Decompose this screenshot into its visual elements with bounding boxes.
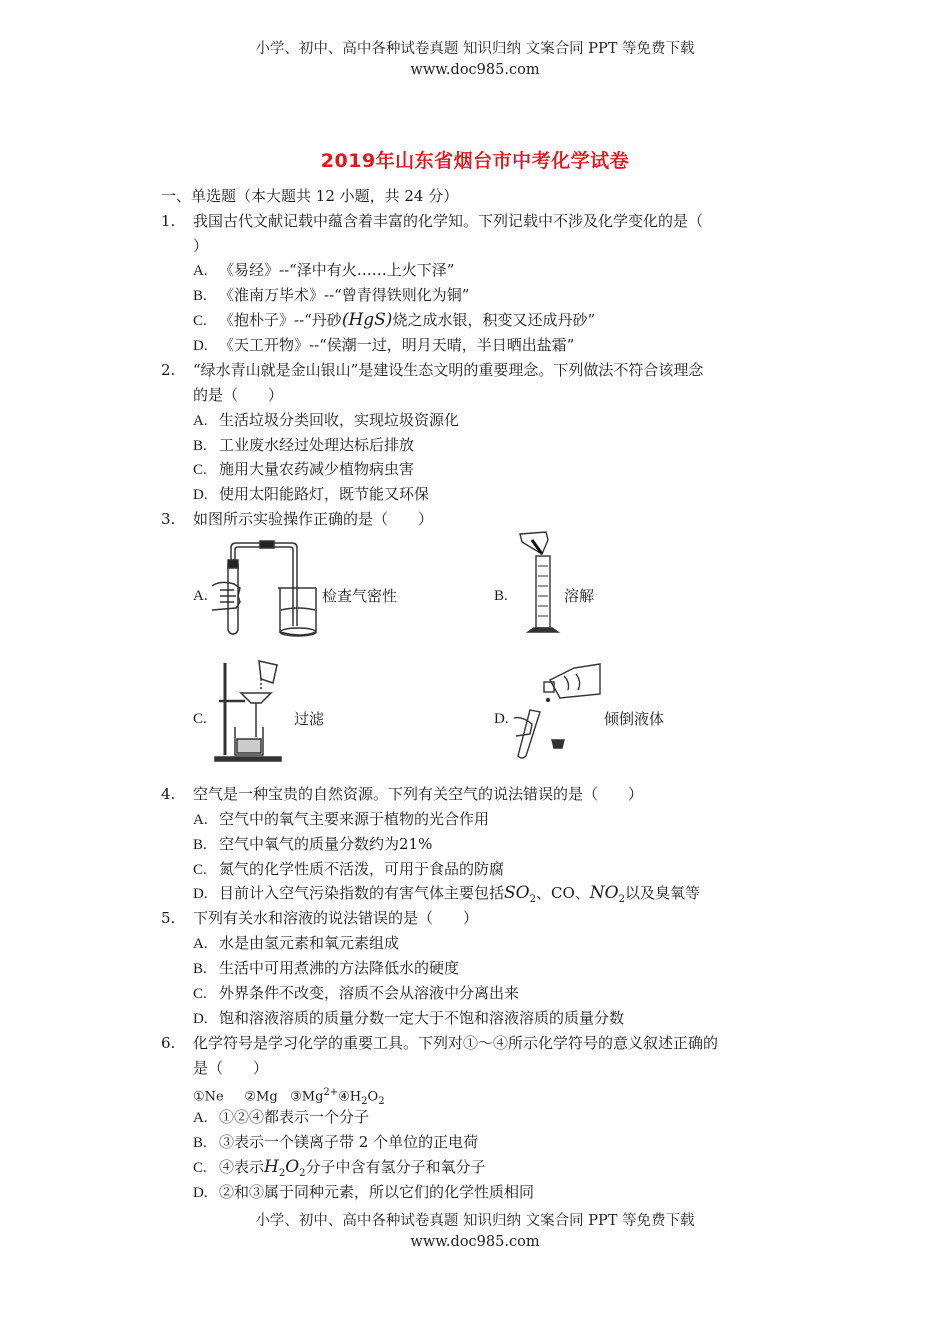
formula-o: O [285,1157,300,1177]
option-c[interactable] [193,982,519,1005]
header-promo-text: 小学、初中、高中各种试卷真题 知识归纳 文案合同 PPT 等免费下载 [255,41,695,57]
option-d[interactable] [193,483,429,506]
option-label: A. [193,263,208,279]
airtightness-check-apparatus-icon [212,538,322,638]
header-website-link[interactable]: www.doc985.com [410,62,540,78]
option-text-cont: 分子中含有氢分子和氧分子 [305,1158,486,1176]
option-label: D. [494,711,509,727]
symbol-2: ②Mg [244,1089,278,1105]
option-b[interactable] [193,284,469,307]
question-number: 6. [161,1034,176,1052]
option-a[interactable] [193,259,454,282]
option-text: 生活中可用煮沸的方法降低水的硬度 [219,959,460,977]
option-c[interactable] [193,458,414,481]
option-b[interactable] [193,434,414,457]
option-label: D. [193,338,208,354]
option-text: ②和③属于同种元素，所以它们的化学性质相同 [219,1183,535,1201]
footer-promo-text: 小学、初中、高中各种试卷真题 知识归纳 文案合同 PPT 等免费下载 [255,1213,695,1229]
option-label: C. [193,1160,207,1176]
subscript: 2 [278,1168,286,1179]
question-text: 下列有关水和溶液的说法错误的是（ ） [193,909,479,927]
subscript: 2 [361,1095,368,1107]
option-text: 使用太阳能路灯，既节能又环保 [219,485,430,503]
option-text: 饱和溶液溶质的质量分数一定大于不饱和溶液溶质的质量分数 [219,1009,625,1027]
option-text: 空气中氧气的质量分数约为21% [219,835,433,853]
option-text: ③表示一个镁离子带 2 个单位的正电荷 [219,1133,479,1151]
question-number: 5. [161,909,176,927]
superscript: 2+ [323,1087,339,1098]
symbol-4-mid: O [367,1089,379,1105]
question-number: 4. [161,785,176,803]
symbol-1: ①Ne [193,1089,224,1105]
option-d[interactable] [193,1007,624,1030]
option-label: A. [193,936,208,952]
option-caption: 过滤 [294,710,325,728]
page-footer [0,1211,950,1253]
formula-hgs: (HgS) [341,310,393,330]
option-label: C. [193,862,207,878]
option-label: B. [193,438,207,454]
option-d[interactable] [193,334,574,357]
formula-h: H [264,1157,279,1177]
option-text: 施用大量农药减少植物病虫害 [219,460,415,478]
option-label: B. [193,837,207,853]
formula-so2: SO [504,883,530,903]
footer-website-link[interactable]: www.doc985.com [410,1234,540,1250]
question-number: 2. [161,361,176,379]
option-label: B. [193,288,207,304]
option-caption: 检查气密性 [322,587,398,605]
graduated-cylinder-icon [518,532,560,636]
section-heading: 一、单选题（本大题共 12 小题，共 24 分） [161,187,459,205]
option-c[interactable] [193,309,595,332]
question-text: 空气是一种宝贵的自然资源。下列有关空气的说法错误的是（ ） [193,785,644,803]
page-header [0,39,950,81]
option-caption: 溶解 [564,587,595,605]
option-b[interactable] [193,833,432,856]
option-label: B. [193,1135,207,1151]
option-b[interactable] [193,1131,478,1154]
option-a[interactable] [193,808,489,831]
option-caption: 倾倒液体 [604,710,665,728]
option-a[interactable] [193,409,459,432]
option-text: 《易经》--“泽中有火……上火下泽” [219,261,455,279]
option-text: 水是由氢元素和氧元素组成 [219,934,400,952]
option-text: ①②④都表示一个分子 [219,1108,370,1126]
option-text-mid: 、CO、 [535,884,590,902]
question-text: “绿水青山就是金山银山”是建设生态文明的重要理念。下列做法不符合该理念 [193,361,704,379]
option-label: B. [193,961,207,977]
option-a[interactable] [193,1106,369,1129]
option-text: ④表示 [219,1158,265,1176]
filtration-apparatus-icon [215,657,285,763]
symbol-3: ③Mg [290,1089,324,1105]
option-label: A. [193,812,208,828]
option-text: 目前计入空气污染指数的有害气体主要包括 [219,884,505,902]
subscript: 2 [378,1095,385,1107]
option-label: D. [193,886,208,902]
question-text-cont: 的是（ ） [193,386,284,404]
option-text: 《淮南万毕术》--“曾青得铁则化为铜” [219,286,470,304]
question-text-cont: ） [193,237,209,255]
symbol-4: ④H [338,1089,362,1105]
question-text: 我国古代文献记载中蕴含着丰富的化学知。下列记载中不涉及化学变化的是（ [193,212,704,230]
option-text-cont: 以及臭氧等 [624,884,700,902]
formula-no2: NO [589,883,619,903]
question-text-cont: 是（ ） [193,1059,269,1077]
subscript: 2 [299,1168,306,1179]
option-b[interactable] [193,957,459,980]
option-c[interactable] [193,858,504,881]
option-text: 氮气的化学性质不活泼，可用于食品的防腐 [219,860,505,878]
pouring-liquid-icon [512,660,602,760]
question-text: 化学符号是学习化学的重要工具。下列对①～④所示化学符号的意义叙述正确的 [193,1034,719,1052]
option-label: D. [193,1185,208,1201]
option-label: C. [193,711,207,727]
question-text: 如图所示实验操作正确的是（ ） [193,510,434,528]
option-label: D. [193,487,208,503]
option-text: 《天工开物》--“侯潮一过，明月天晴，半日晒出盐霜” [219,336,575,354]
option-label: C. [193,462,207,478]
option-text: 空气中的氧气主要来源于植物的光合作用 [219,810,490,828]
question-number: 1. [161,212,176,230]
subscript: 2 [529,894,536,905]
option-text-cont: 烧之成水银，积变又还成丹砂” [392,311,596,329]
option-d[interactable] [193,1181,534,1204]
option-a[interactable] [193,932,399,955]
option-label: A. [193,588,208,604]
subscript: 2 [618,894,625,905]
option-label: A. [193,1110,208,1126]
option-text: 生活垃圾分类回收，实现垃圾资源化 [219,411,460,429]
option-text: 外界条件不改变，溶质不会从溶液中分离出来 [219,984,520,1002]
exam-title: 2019年山东省烟台市中考化学试卷 [320,150,630,172]
option-text: 《抱朴子》--“丹砂 [219,311,342,329]
option-text: 工业废水经过处理达标后排放 [219,436,415,454]
question-number: 3. [161,510,176,528]
option-label: C. [193,313,207,329]
option-label: A. [193,413,208,429]
option-label: B. [494,588,508,604]
option-label: D. [193,1011,208,1027]
option-label: C. [193,986,207,1002]
